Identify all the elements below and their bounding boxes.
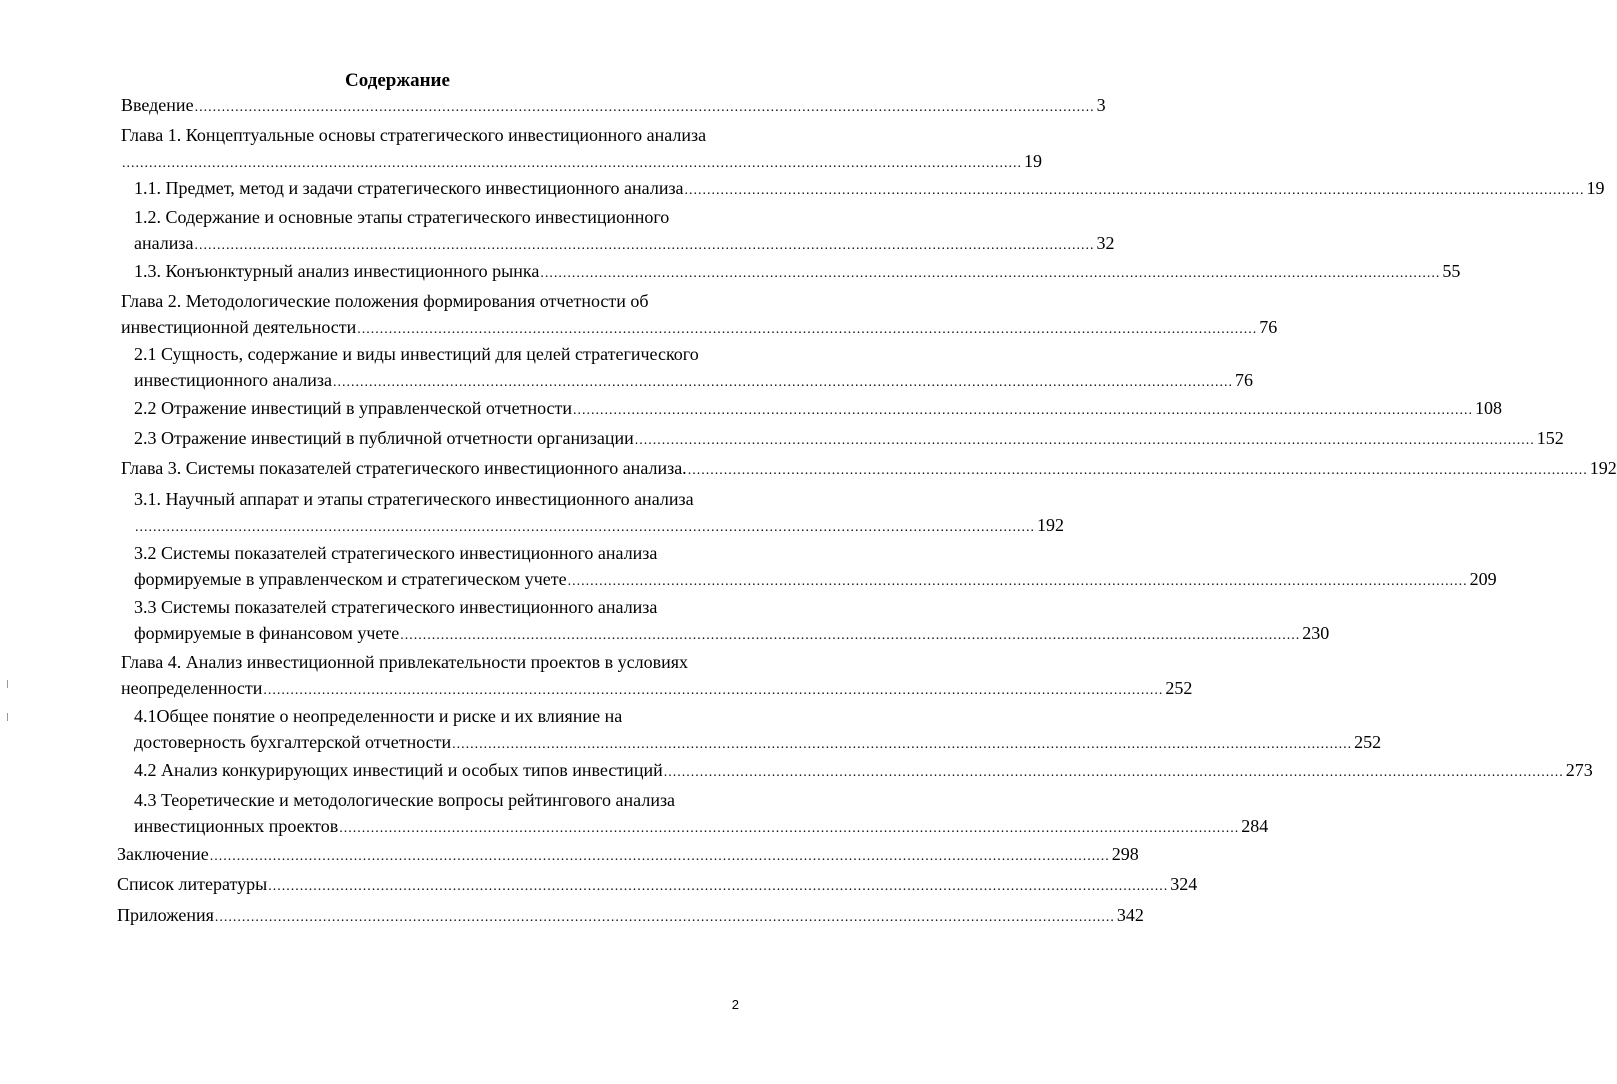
toc-entry-title: Заключение	[117, 844, 209, 864]
dot-leader: ........................................................................................................................................................................................................	[663, 765, 1564, 780]
toc-entry-title: Глава 4. Анализ инвестиционной привлекательности проектов в условиях	[121, 652, 688, 672]
toc-entry-title: Глава 3. Системы показателей стратегического инвестиционного анализа.	[121, 458, 687, 478]
toc-page-number: 19	[1586, 178, 1605, 198]
toc-entry-title: 4.3 Теоретические и методологические вопросы рейтингового анализа	[134, 790, 676, 810]
dot-leader: ........................................................................................................................................................................................................	[540, 266, 1441, 281]
dot-leader: ........................................................................................................................................................................................................	[634, 433, 1535, 448]
dot-leader: ........................................................................................................................................................................................................	[122, 156, 1022, 171]
toc-entry-title-cont: достоверность бухгалтерской отчетности	[134, 732, 452, 752]
toc-page-number: 209	[1469, 569, 1497, 589]
toc-entry-title: Глава 2. Методологические положения формирования отчетности об	[121, 291, 649, 311]
toc-entry-title-cont: неопределенности	[121, 678, 263, 698]
toc-entry-title: 4.1Общее понятие о неопределенности и риске и их влияние на	[134, 706, 623, 726]
toc-page-number: 192	[1589, 458, 1617, 478]
toc-entry-title-cont: формируемые в финансовом учете	[134, 623, 400, 643]
toc-entry-title-cont: инвестиционной деятельности	[121, 317, 357, 337]
toc-page-number: 19	[1024, 151, 1042, 171]
toc-entry-section-3-1[interactable]	[134, 486, 1064, 538]
toc-entry-section-1-3[interactable]	[134, 258, 1461, 284]
dot-leader: ........................................................................................................................................................................................................	[268, 879, 1169, 894]
scan-mark	[7, 713, 8, 721]
toc-page-number: 324	[1170, 874, 1198, 894]
toc-entry-title: 2.1 Сущность, содержание и виды инвестиций для целей стратегического	[134, 344, 699, 364]
toc-entry-title: 3.3 Системы показателей стратегического инвестиционного анализа	[134, 597, 658, 617]
dot-leader: ........................................................................................................................................................................................................	[214, 910, 1115, 925]
toc-page-number: 284	[1241, 816, 1269, 836]
toc-page-number: 76	[1235, 370, 1254, 390]
toc-entry-title: 3.2 Системы показателей стратегического инвестиционного анализа	[134, 543, 658, 563]
toc-page-number: 32	[1096, 233, 1115, 253]
toc-entry-title: Приложения	[117, 905, 214, 925]
toc-page-number: 273	[1565, 760, 1593, 780]
dot-leader: ........................................................................................................................................................................................................	[194, 100, 1095, 115]
toc-entry-references[interactable]	[117, 871, 1198, 897]
dot-leader: ........................................................................................................................................................................................................	[135, 520, 1035, 535]
toc-page-number: 252	[1354, 732, 1382, 752]
toc-entry-section-4-2[interactable]	[134, 757, 1593, 783]
toc-entry-section-2-3[interactable]	[134, 425, 1564, 451]
toc-entry-title: Список литературы	[117, 874, 268, 894]
toc-entry-title: 3.1. Научный аппарат и этапы стратегического инвестиционного анализа	[134, 489, 694, 509]
toc-entry-title: 1.1. Предмет, метод и задачи стратегического инвестиционного анализа	[134, 178, 684, 198]
toc-entry-section-2-1[interactable]	[134, 341, 1254, 393]
toc-page-number: 192	[1037, 515, 1064, 535]
toc-page-number: 342	[1116, 905, 1144, 925]
toc-entry-appendices[interactable]	[117, 902, 1144, 928]
toc-entry-section-4-1[interactable]	[134, 703, 1382, 755]
toc-page-number: 108	[1475, 398, 1503, 418]
dot-leader: ........................................................................................................................................................................................................	[209, 849, 1110, 864]
dot-leader: ........................................................................................................................................................................................................	[339, 821, 1240, 836]
dot-leader: ........................................................................................................................................................................................................	[194, 238, 1095, 253]
toc-entry-title-cont: инвестиционного анализа	[134, 370, 333, 390]
toc-entry-chapter-3[interactable]	[121, 455, 1617, 481]
toc-entry-section-3-2[interactable]	[134, 540, 1497, 592]
toc-entry-chapter-1[interactable]	[121, 122, 1042, 174]
toc-entry-title: Глава 1. Концептуальные основы стратегического инвестиционного анализа	[121, 125, 707, 145]
dot-leader: ........................................................................................................................................................................................................	[452, 737, 1353, 752]
toc-entry-title-cont: анализа	[134, 233, 194, 253]
toc-entry-title: 2.2 Отражение инвестиций в управленческой отчетности	[134, 398, 573, 418]
toc-page-number: 3	[1096, 95, 1106, 115]
toc-page-number: 252	[1165, 678, 1193, 698]
toc-entry-section-1-1[interactable]	[134, 175, 1605, 201]
toc-entry-title: 2.3 Отражение инвестиций в публичной отчетности организации	[134, 428, 634, 448]
toc-entry-introduction[interactable]	[121, 92, 1106, 118]
dot-leader: ........................................................................................................................................................................................................	[573, 403, 1474, 418]
toc-page-number: 230	[1302, 623, 1330, 643]
toc-entry-section-3-3[interactable]	[134, 594, 1330, 646]
toc-entry-chapter-2[interactable]	[121, 288, 1278, 340]
scan-mark	[7, 680, 8, 688]
page-number: 2	[731, 997, 739, 1012]
toc-entry-conclusion[interactable]	[117, 841, 1139, 867]
toc-entry-title: 4.2 Анализ конкурирующих инвестиций и особых типов инвестиций	[134, 760, 663, 780]
toc-entry-title: 1.2. Содержание и основные этапы стратегического инвестиционного	[134, 207, 670, 227]
toc-page-number: 152	[1536, 428, 1564, 448]
toc-entry-section-2-2[interactable]	[134, 395, 1503, 421]
dot-leader: ........................................................................................................................................................................................................	[684, 183, 1585, 198]
toc-entry-title: Введение	[121, 95, 194, 115]
toc-entry-title-cont: инвестиционных проектов	[134, 816, 339, 836]
toc-page-number: 298	[1111, 844, 1139, 864]
dot-leader: ........................................................................................................................................................................................................	[263, 683, 1164, 698]
toc-page-number: 76	[1259, 317, 1278, 337]
toc-entry-section-4-3[interactable]	[134, 787, 1269, 839]
toc-entry-title: 1.3. Конъюнктурный анализ инвестиционного рынка	[134, 261, 540, 281]
toc-entry-chapter-4[interactable]	[121, 649, 1193, 701]
toc-page-number: 55	[1442, 261, 1461, 281]
dot-leader: ........................................................................................................................................................................................................	[687, 463, 1588, 478]
toc-entry-title-cont: формируемые в управленческом и стратегическом учете	[134, 569, 567, 589]
toc-entry-section-1-2[interactable]	[134, 204, 1115, 256]
dot-leader: ........................................................................................................................................................................................................	[567, 574, 1468, 589]
dot-leader: ........................................................................................................................................................................................................	[400, 628, 1301, 643]
dot-leader: ........................................................................................................................................................................................................	[357, 322, 1258, 337]
page-title: Содержание	[345, 70, 450, 91]
dot-leader: ........................................................................................................................................................................................................	[333, 375, 1234, 390]
